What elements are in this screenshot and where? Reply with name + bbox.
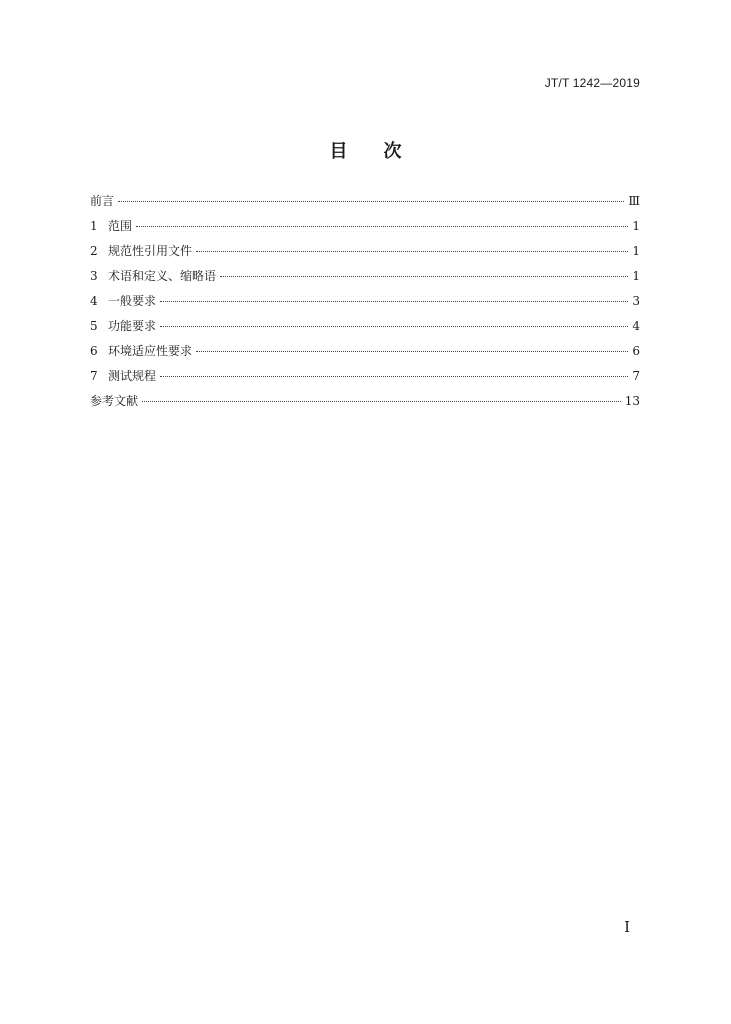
toc-entry-page: 1 [632,219,640,233]
toc-title [0,137,731,163]
toc-entry-6[interactable] [90,343,640,368]
toc-leader-dots [118,201,624,202]
toc-entry-1[interactable] [90,218,640,243]
toc-leader-dots [160,376,628,377]
toc-entry-number: 4 [90,294,98,308]
toc-entry-7[interactable] [90,368,640,393]
toc-leader-dots [160,301,628,302]
toc-entry-page: 3 [632,294,640,308]
toc-entry-page: 7 [632,369,640,383]
toc-entry-number: 7 [90,369,98,383]
toc-entry-label: 环境适应性要求 [108,344,193,358]
toc-entry-3[interactable] [90,268,640,293]
standard-code: JT/T 1242—2019 [544,76,640,90]
toc-entry-page: 6 [632,344,640,358]
toc-leader-dots [136,226,628,227]
toc-title-right: 次 [383,141,402,162]
toc-title-left: 目 [329,141,348,162]
toc-leader-dots [220,276,628,277]
toc-entry-label: 测试规程 [108,369,157,383]
toc-entry-label: 范围 [108,219,133,233]
toc-entry-number: 5 [90,319,98,333]
toc-list [90,193,640,418]
toc-entry-page: 4 [632,319,640,333]
toc-entry-page: 1 [632,244,640,258]
toc-entry-foreword[interactable] [90,193,640,218]
page-number: Ⅰ [624,918,630,936]
toc-entry-number: 2 [90,244,98,258]
toc-entry-label: 规范性引用文件 [108,244,193,258]
toc-entry-references[interactable] [90,393,640,418]
toc-entry-page: 13 [624,394,640,408]
toc-leader-dots [196,351,628,352]
toc-entry-number: 3 [90,269,98,283]
toc-entry-label: 参考文献 [90,394,139,408]
toc-entry-page: 1 [632,269,640,283]
toc-entry-number: 6 [90,344,98,358]
toc-entry-5[interactable] [90,318,640,343]
toc-entry-page: Ⅲ [628,194,640,208]
toc-entry-label: 术语和定义、缩略语 [108,269,217,283]
toc-leader-dots [142,401,621,402]
toc-entry-label: 功能要求 [108,319,157,333]
toc-leader-dots [160,326,628,327]
toc-leader-dots [196,251,628,252]
toc-entry-label: 一般要求 [108,294,157,308]
toc-entry-number: 1 [90,219,98,233]
toc-entry-4[interactable] [90,293,640,318]
toc-entry-label: 前言 [90,194,115,208]
toc-entry-2[interactable] [90,243,640,268]
